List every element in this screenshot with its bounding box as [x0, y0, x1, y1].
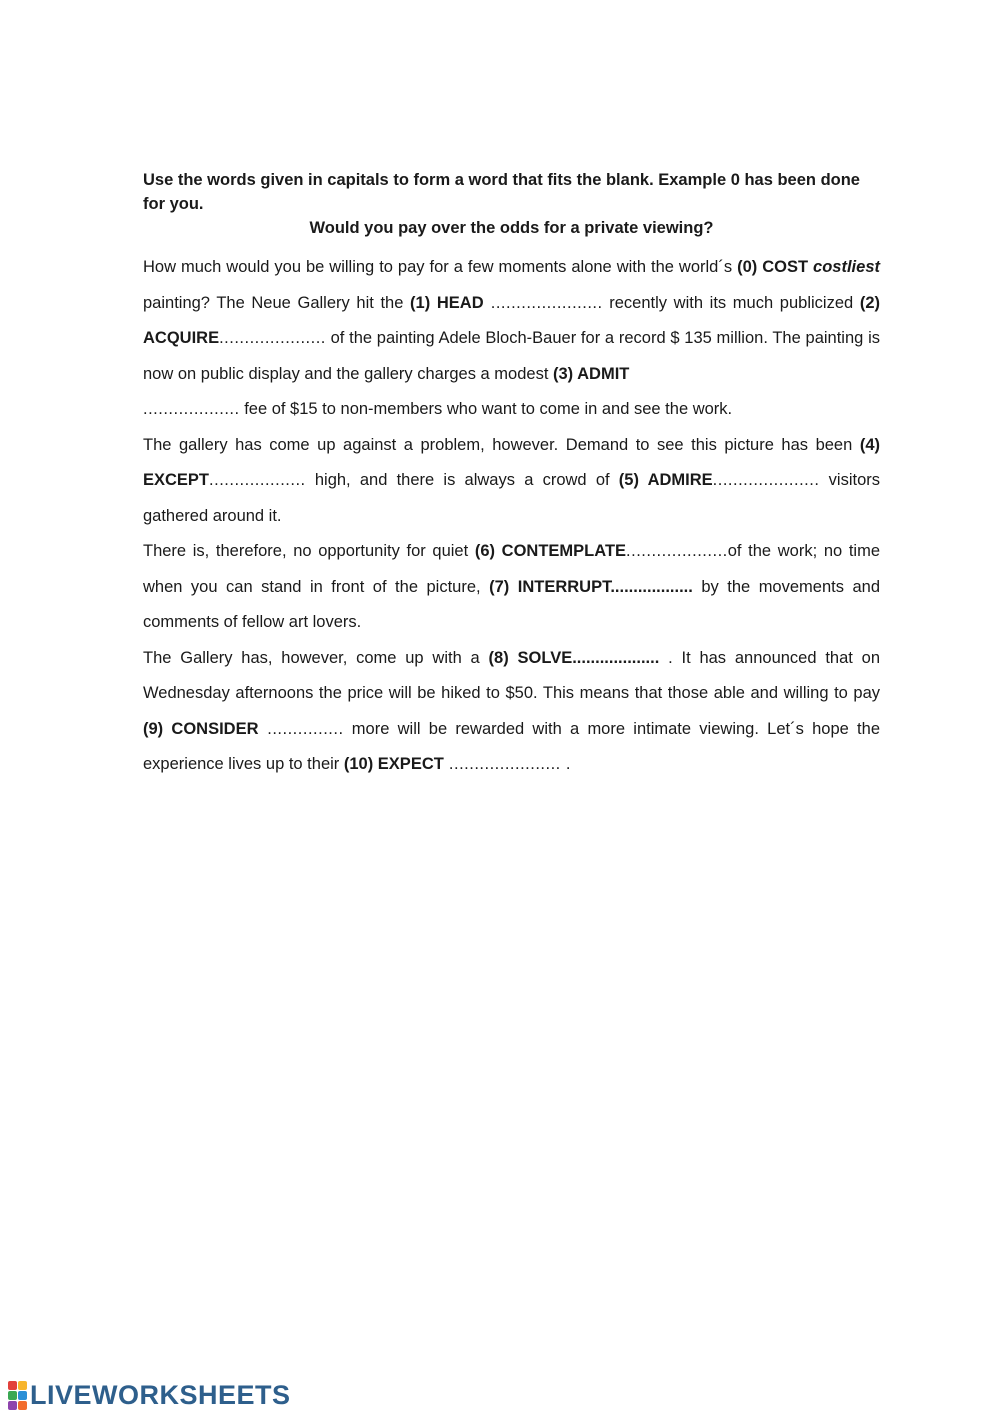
- keyword-9: (9) CONSIDER: [143, 719, 259, 738]
- brand-name: LIVEWORKSHEETS: [30, 1379, 291, 1410]
- blank-9[interactable]: ...............: [258, 719, 344, 738]
- keyword-8-blank[interactable]: (8) SOLVE...................: [488, 648, 660, 667]
- keyword-7-blank[interactable]: (7) INTERRUPT..................: [489, 577, 693, 596]
- paragraph-3: [143, 534, 880, 641]
- text-segment: more will be rewarded with a more intimate viewing. Let´s hope the experience lives up to their: [143, 719, 880, 773]
- paragraph-2: [143, 428, 880, 535]
- text-segment: painting? The Neue Gallery hit the: [143, 293, 411, 312]
- worksheet: [143, 168, 880, 783]
- keyword-2: (2) ACQUIRE: [143, 293, 880, 347]
- keyword-10: (10) EXPECT: [343, 755, 444, 773]
- blank-5[interactable]: .....................: [712, 471, 820, 489]
- blank-10[interactable]: ...................... .: [443, 755, 571, 773]
- logo-square: [18, 1381, 27, 1390]
- logo-square: [8, 1381, 17, 1390]
- keyword-0: (0) COST: [737, 258, 809, 276]
- instructions: Use the words given in capitals to form a word that fits the blank. Example 0 has been done for you.: [143, 171, 860, 213]
- paragraph-4: [143, 641, 880, 783]
- logo-square: [18, 1391, 27, 1400]
- text-segment: high, and there is always a crowd of: [305, 471, 619, 489]
- paragraph-1: [143, 250, 880, 428]
- blank-2[interactable]: .....................: [219, 329, 326, 347]
- text-segment: of the painting Adele Bloch-Bauer for a record $ 135 million. The painting is now on public display and the gallery charges a modest: [143, 329, 880, 383]
- blank-1[interactable]: ......................: [483, 293, 603, 312]
- keyword-4: (4) EXCEPT: [143, 435, 880, 489]
- blank-6[interactable]: ....................: [626, 542, 728, 560]
- keyword-1: (1) HEAD: [410, 293, 484, 312]
- keyword-3: (3) ADMIT: [553, 364, 630, 383]
- text-segment: by the movements and comments of fellow art lovers.: [143, 577, 880, 631]
- example-answer: costliest: [813, 258, 880, 276]
- logo-square: [8, 1401, 17, 1410]
- text-segment: . It has announced that on Wednesday afternoons the price will be hiked to $50. This means that those able and willing to pay: [143, 648, 880, 702]
- footer-logo: [8, 1381, 291, 1409]
- blank-3[interactable]: ...................: [143, 400, 240, 418]
- worksheet-title: Would you pay over the odds for a private viewing?: [309, 219, 714, 237]
- keyword-5: (5) ADMIRE: [618, 471, 713, 489]
- text-segment: of the work; no time when you can stand in front of the picture,: [143, 542, 881, 596]
- text-segment: visitors gathered around it.: [143, 471, 880, 525]
- logo-square: [8, 1391, 17, 1400]
- text-segment: The gallery has come up against a problem, however. Demand to see this picture has been: [143, 435, 860, 454]
- logo-square: [18, 1401, 27, 1410]
- liveworksheets-logo-icon: [8, 1381, 27, 1410]
- text-segment: fee of $15 to non-members who want to come in and see the work.: [239, 400, 733, 418]
- text-segment: How much would you be willing to pay for a few moments alone with the world´s: [143, 258, 738, 276]
- text-segment: The Gallery has, however, come up with a: [143, 648, 489, 667]
- blank-4[interactable]: ...................: [209, 471, 306, 489]
- text-segment: There is, therefore, no opportunity for quiet: [143, 542, 475, 560]
- text-segment: recently with its much publicized: [602, 293, 860, 312]
- keyword-6: (6) CONTEMPLATE: [474, 542, 627, 560]
